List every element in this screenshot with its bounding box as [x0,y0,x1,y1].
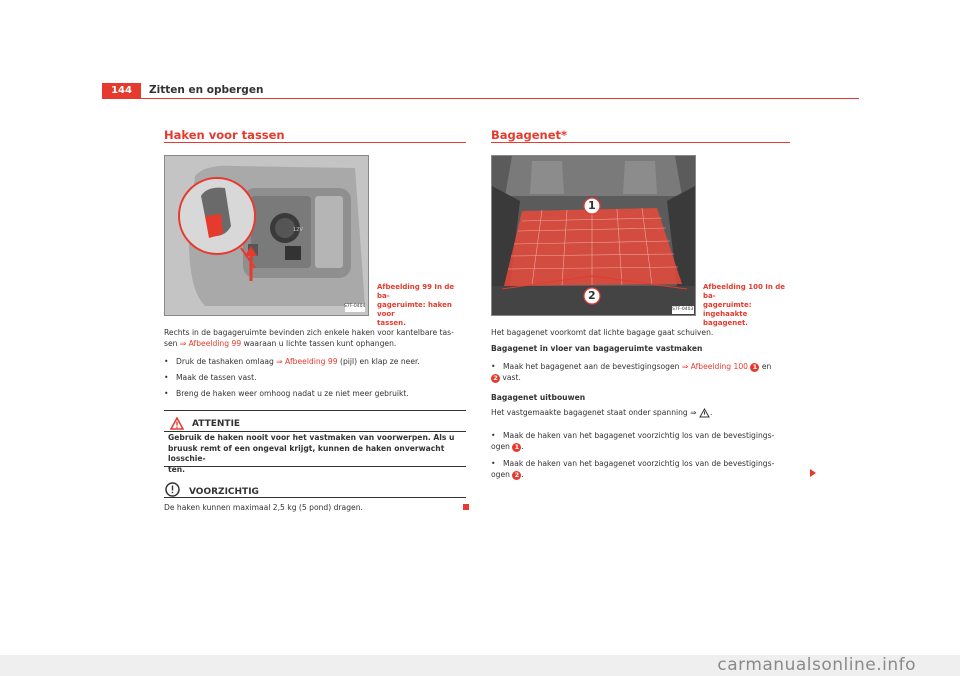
list-item: • Maak het bagagenet aan de bevestigingsogen ⇒ Afbeelding 100 1 en [491,362,772,371]
link-figure-100[interactable]: ⇒ Afbeelding 100 [681,362,749,371]
watermark-text[interactable]: carmanualsonline.info [717,655,916,675]
callout-1: 1 [512,443,521,452]
section-title-bag-hooks: Haken voor tassen [164,128,285,142]
figure-code: S7F-0404 [344,304,366,309]
warning-box [164,410,466,474]
socket-label: 12V [293,227,303,233]
list-item-cont: ogen 1 . [491,442,524,451]
figure-label-1: 1 [588,199,596,212]
warning-title: ATTENTIE [192,419,241,429]
callout-1: 1 [750,363,759,372]
figure-luggage-net [491,155,696,316]
callout-2: 2 [512,471,521,480]
warning-triangle-icon[interactable] [699,408,710,418]
caution-text: De haken kunnen maximaal 2,5 kg (5 pond) dragen. [164,503,363,512]
list-item: • Maak de tassen vast. [164,373,257,382]
figure-bag-hooks [164,155,369,316]
list-item-cont: ogen 2 . [491,470,524,479]
continue-arrow-icon[interactable] [810,469,816,477]
link-figure-99[interactable]: ⇒ Afbeelding 99 [179,339,242,348]
caution-icon [165,482,180,497]
caution-rule [164,497,466,498]
figure-code: S7F-0403 [672,307,694,312]
section-rule-left [164,142,466,143]
section-title-luggage-net: Bagagenet* [491,128,568,142]
chapter-title: Zitten en opbergen [149,84,264,96]
warning-triangle-icon [170,417,184,430]
subheading-attach: Bagagenet in vloer van bagageruimte vastmaken [491,344,703,353]
figure-99-caption: Afbeelding 99 In de ba- gageruimte: haken voor tassen. [377,283,455,327]
tension-note: Het vastgemaakte bagagenet staat onder spanning ⇒ . [491,408,713,417]
header-rule [141,98,859,99]
bag-hook-illustration [165,156,368,315]
list-item: • Breng de haken weer omhoog nadat u ze niet meer gebruikt. [164,389,409,398]
list-item-cont: 2 vast. [491,372,521,383]
caution-title: VOORZICHTIG [189,487,259,497]
page-number: 144 [102,83,141,99]
list-item: • Maak de haken van het bagagenet voorzichtig los van de bevestigings- [491,431,775,440]
figure-label-2: 2 [588,289,596,302]
figure-100-caption: Afbeelding 100 In de ba- gageruimte: ingehaakte bagagenet. [703,283,786,327]
subheading-remove: Bagagenet uitbouwen [491,393,586,402]
section-end-marker [463,504,469,510]
section-rule-right [491,142,790,143]
link-figure-99[interactable]: ⇒ Afbeelding 99 [276,357,338,366]
right-intro: Het bagagenet voorkomt dat lichte bagage gaat schuiven. [491,328,714,337]
warning-divider [164,431,466,432]
list-item: • Druk de tashaken omlaag ⇒ Afbeelding 99 (pijl) en klap ze neer. [164,357,420,366]
left-intro: Rechts in de bagageruimte bevinden zich enkele haken voor kantelbare tas- sen ⇒ Afbeelding 99 waaraan u lichte tassen kunt ophangen. [164,328,454,348]
warning-text: Gebruik de haken nooit voor het vastmaken van voorwerpen. Als u bruusk remt of een ongeval krijgt, kunnen de haken onverwacht losschie- ten. [168,433,455,474]
callout-2: 2 [491,374,500,383]
list-item: • Maak de haken van het bagagenet voorzichtig los van de bevestigings- [491,459,775,468]
